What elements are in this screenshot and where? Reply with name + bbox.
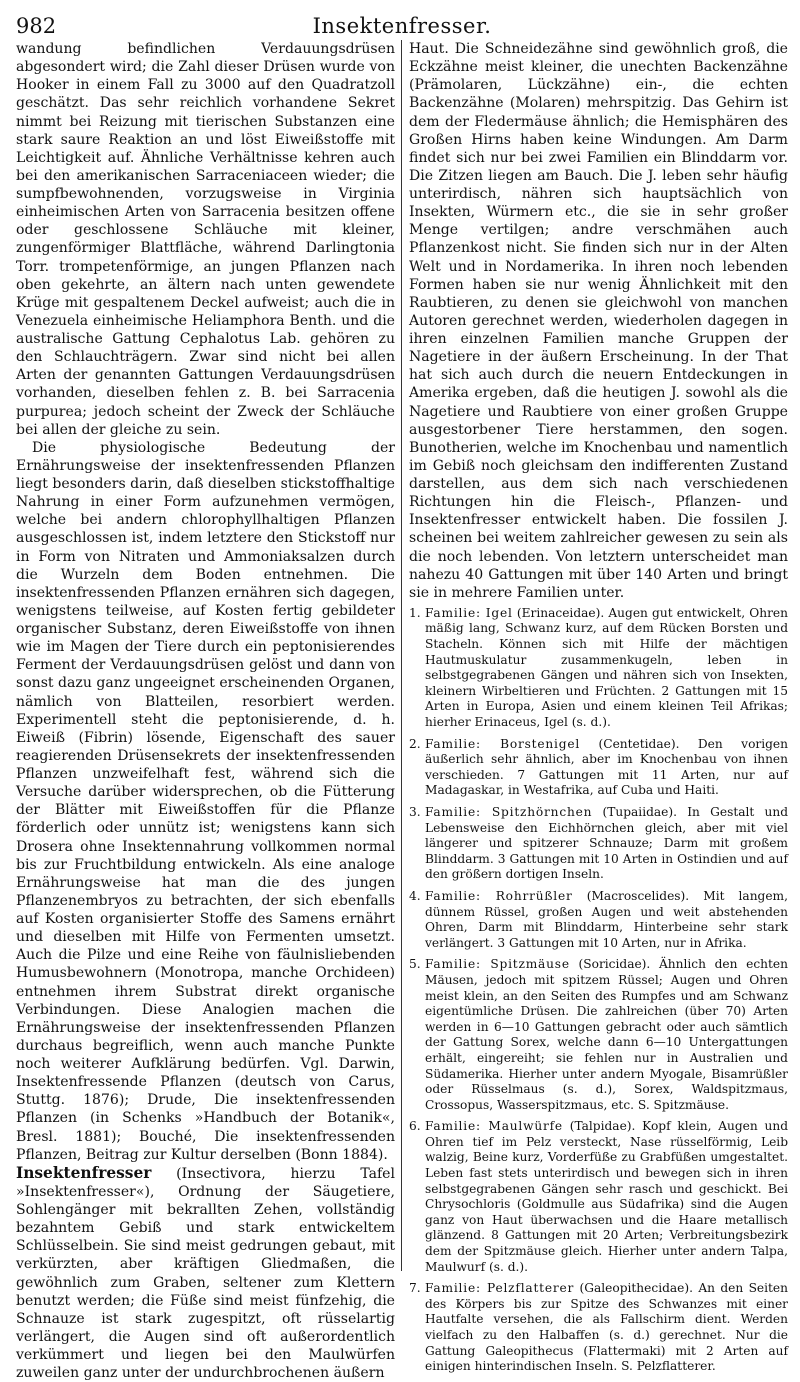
- family-number: 3.: [409, 805, 421, 819]
- family-number: 6.: [409, 1119, 421, 1134]
- entry-lemma: Insektenfresser: [16, 1163, 152, 1182]
- family-number: 7.: [409, 1281, 421, 1296]
- family-description: (Macroscelides). Mit langem, dünnem Rüssel, großen Augen und weit abstehenden Ohren, Darm mit Blinddarm, Hinterbeine sehr stark verlängert. 3 Gattungen mit 10 Arten, nur in Afrika.: [425, 888, 788, 950]
- family-name: Familie: Maulwürfe: [425, 1119, 563, 1134]
- paragraph: Haut. Die Schneidezähne sind gewöhnlich groß, die Eckzähne meist kleiner, die unechten Backenzähne (Prämolaren, Lückzähne) ein-, die echten Backenzähne (Molaren) mehrspitzig. Das Gehirn ist dem der Fledermäuse ähnlich; die Hemisphären des Großen Hirns haben keine Windungen. Am Darm findet sich nur bei zwei Familien ein Blinddarm vor. Die Zitzen liegen am Bauch. Die J. leben sehr häufig unterirdisch, nähren sich hauptsächlich von Insekten, Würmern etc., die sie in sehr großer Menge vertilgen; andre verschmähen auch Pflanzenkost nicht. Sie finden sich nur in der Alten Welt und in Nordamerika. In ihren noch lebenden Formen haben sie nur wenig Ähnlichkeit mit den Raubtieren, zu denen sie gleichwohl von manchen Autoren gerechnet werden, wiederholen dagegen in ihren einzelnen Familien manche Gruppen der Nagetiere in der äußern Erscheinung. In der That hat sich auch durch die neuern Entdeckungen in Amerika ergeben, daß die heutigen J. sowohl als die Nagetiere und Raubtiere von einer großen Gruppe ausgestorbener Tiere herstammen, den sogen. Bunotherien, welche im Knochenbau und namentlich im Gebiß noch gleichsam den indifferenten Zustand darstellen, aus dem sich nach verschiedenen Richtungen hin die Fleisch-, Pflanzen- und Insektenfresser entwickelt haben. Die fossilen J. scheinen bei weitem zahlreicher gewesen zu sein als die noch lebenden. Von letztern unterscheidet man nahezu 40 Gattungen mit über 140 Arten und bringt sie in mehrere Familien unter.: [409, 41, 788, 601]
- left-column: [16, 40, 401, 1382]
- family-description: (Galeopithecidae). An den Seiten des Körpers bis zur Spitze des Schwanzes mit einer Hautfalte versehen, die als Fallschirm dient. Werden vielfach zu den Halbaffen (s. d.) gerechnet. Nur die Gattung Galeopithecus (Flattermaki) mit 2 Arten auf einigen hinterindischen Inseln. S. Pelzflatterer.: [425, 1281, 788, 1374]
- family-description: (Erinaceidae). Augen gut entwickelt, Ohren mäßig lang, Schwanz kurz, auf dem Rücken Borsten und Stacheln. Können sich mit Hilfe der mächtigen Hautmuskulatur zusammenkugeln, leben in selbstgegrabenen Gängen und nähren sich von Insekten, kleinern Wirbeltieren und Früchten. 2 Gattungen mit 15 Arten in Europa, Asien und einem kleinen Teil Afrikas; hierher Erinaceus, Igel (s. d.).: [425, 605, 788, 730]
- running-head: Insektenfresser.: [312, 14, 492, 38]
- entry-insektenfresser: [16, 1164, 395, 1382]
- family-name: Familie: Spitzhörnchen: [425, 805, 593, 819]
- family-item: [409, 889, 788, 951]
- family-item: [409, 957, 788, 1113]
- entry-text: (Insectivora, hierzu Tafel »Insektenfresser«), Ordnung der Säugetiere, Sohlengänger mit bekrallten Zehen, vollständig bezahntem Gebiß und stark entwickeltem Schlüsselbein. Sie sind meist gedrungen gebaut, mit verkürzten, aber kräftigen Gliedmaßen, die gewöhnlich zum Graben, seltener zum Klettern benutzt werden; die Füße sind meist fünfzehig, die Schnauze ist stark zugespitzt, oft rüsselartig verlängert, die Augen sind oft außerordentlich verkümmert und liegen bei den Maulwürfen zuweilen ganz unter der undurchbrochenen äußern: [16, 1165, 395, 1382]
- family-name: Familie: Igel: [425, 605, 513, 620]
- family-description: (Soricidae). Ähnlich den echten Mäusen, jedoch mit spitzem Rüssel; Augen und Ohren meist klein, an den Seiten des Rumpfes und am Schwanz eigentümliche Drüsen. Die zahlreichen (über 70) Arten werden in 6—10 Gattungen gebracht oder auch sämtlich der Gattung Sorex, welche dann 6—10 Untergattungen erhält, eingereiht; sie fehlen nur in Australien und Südamerika. Hierher unter andern Myogale, Bisamrüßler oder Rüsselmaus (s. d.), Sorex, Waldspitzmaus, Crossopus, Wasserspitzmaus, etc. S. Spitzmäuse.: [425, 957, 788, 1112]
- family-number: 2.: [409, 736, 421, 751]
- family-item: [409, 737, 788, 799]
- paragraph: Die physiologische Bedeutung der Ernährungsweise der insektenfressenden Pflanzen liegt besonders darin, daß dieselben stickstoffhaltige Nahrung in einer Form aufzunehmen vermögen, welche bei andern chlorophyllhaltigen Pflanzen ausgeschlossen ist, indem letztere den Stickstoff nur in Form von Nitraten und Ammoniaksalzen durch die Wurzeln dem Boden entnehmen. Die insektenfressenden Pflanzen ernähren sich dagegen, wenigstens teilweise, auf Kosten fertig gebildeter organischer Substanz, deren Eiweißstoffe von ihnen wie im Magen der Tiere durch ein peptonisierendes Ferment der Verdauungsdrüsen gelöst und dann von sonst dazu ganz ungeeignet erscheinenden Organen, nämlich von Blatteilen, resorbiert werden. Experimentell steht die peptonisierende, d. h. Eiweiß (Fibrin) lösende, Eigenschaft des sauer reagierenden Drüsensekrets der insektenfressenden Pflanzen unzweifelhaft fest, während sich die Versuche darüber widersprechen, ob die Fütterung der Blätter mit Eiweißstoffen für die Pflanze förderlich oder unnütz ist; wenigstens kann sich Drosera ohne Insektennahrung vollkommen normal bis zur Fruchtbildung entwickeln. Als eine analoge Ernährungsweise hat man die des jungen Pflanzenembryos zu betrachten, der sich ebenfalls auf Kosten organisierter Stoffe des Samens ernährt und dieselben mit Hilfe von Fermenten umsetzt. Auch die Pilze und eine Reihe von fäulnisliebenden Humusbewohnern (Monotropa, manche Orchideen) entnehmen ihrem Substrat direkt organische Verbindungen. Diese Analogien machen die Ernährungsweise der insektenfressenden Pflanzen durchaus begreiflich, wenn auch manche Punkte noch weiterer Aufklärung bedürfen. Vgl. Darwin, Insektenfressende Pflanzen (deutsch von Carus, Stuttg. 1876); Drude, Die insektenfressenden Pflanzen (in Schenks »Handbuch der Botanik«, Bresl. 1881); Bouché, Die insektenfressenden Pflanzen, Beitrag zur Kultur derselben (Bonn 1884).: [16, 439, 395, 1163]
- family-name: Familie: Borstenigel: [425, 736, 581, 751]
- paragraph: wandung befindlichen Verdauungsdrüsen abgesondert wird; die Zahl dieser Drüsen wurde von Hooker in einem Fall zu 3000 auf den Quadratzoll geschätzt. Das sehr reichlich vorhandene Sekret nimmt bei Reizung mit tierischen Substanzen eine stark saure Reaktion an und löst Eiweißstoffe mit Leichtigkeit auf. Ähnliche Verhältnisse kehren auch bei den amerikanischen Sarraceniaceen wieder; die sumpfbewohnenden, vorzugsweise in Virginia einheimischen Arten von Sarracenia besitzen offene oder geschlossene Schläuche mit kleiner, zungenförmiger Blattfläche, während Darlingtonia Torr. trompetenförmige, an jungen Pflanzen nach oben gekehrte, an ältern nach unten gewendete Krüge mit gespaltenem Deckel aufweist; auch die in Venezuela einheimische Heliamphora Benth. und die australische Gattung Cephalotus Lab. gehören zu den Schlauchträgern. Zwar sind nicht bei allen Arten der genannten Gattungen Verdauungsdrüsen vorhanden, dieselben fehlen z. B. bei Sarracenia purpurea; jedoch scheint der Zweck der Schläuche bei allen der gleiche zu sein.: [16, 41, 395, 438]
- family-item: [409, 805, 788, 883]
- family-number: 4.: [409, 888, 421, 903]
- family-number: 1.: [409, 605, 421, 620]
- family-list: [409, 606, 788, 1375]
- right-column: [402, 40, 789, 1374]
- family-description: (Tupaiidae). In Gestalt und Lebensweise den Eichhörnchen gleich, aber mit viel längerer und spitzerer Schnauze; Darm mit großem Blinddarm. 3 Gattungen mit 10 Arten in Ostindien und auf den größern dortigen Inseln.: [425, 805, 789, 882]
- family-name: Familie: Spitzmäuse: [425, 957, 570, 972]
- two-column-body: [16, 40, 789, 1382]
- family-name: Familie: Pelzflatterer: [425, 1281, 575, 1296]
- page-number: 982: [16, 14, 57, 38]
- family-description: (Centetidae). Den vorigen äußerlich sehr ähnlich, aber im Knochenbau von ihnen verschieden. 7 Gattungen mit 11 Arten, nur auf Madagaskar, in Westafrika, auf Cuba und Haiti.: [425, 736, 788, 798]
- family-item: [409, 1281, 788, 1375]
- family-item: [409, 1119, 788, 1275]
- family-name: Familie: Rohrrüßler: [425, 888, 573, 903]
- family-item: [409, 606, 788, 731]
- family-description: (Talpidae). Kopf klein, Augen und Ohren tief im Pelz versteckt, Nase rüsselförmig, Leib walzig, Beine kurz, Vorderfüße zu Grabfüßen umgestaltet. Leben fast stets unterirdisch und bewegen sich in ihren selbstgegrabenen Gängen sehr rasch und geschickt. Bei Chrysochloris (Goldmulle aus Südafrika) sind die Augen ganz von Haut überwachsen und die Haare metallisch glänzend. 8 Gattungen mit 20 Arten; Verbreitungsbezirk dem der Spitzmäuse gleich. Hierher unter andern Talpa, Maulwurf (s. d.).: [425, 1119, 789, 1274]
- page-header: [16, 12, 788, 42]
- family-number: 5.: [409, 957, 421, 972]
